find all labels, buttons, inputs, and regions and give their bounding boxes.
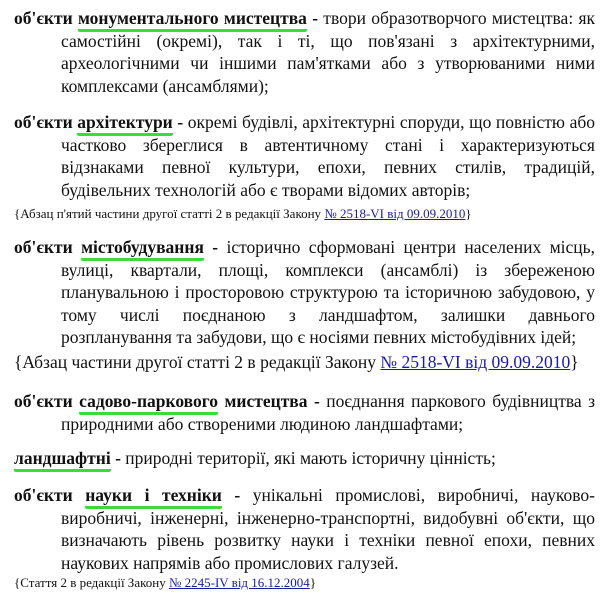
brace: } [309, 575, 317, 590]
law-link[interactable]: № 2245-IV від 16.12.2004 [168, 575, 310, 590]
highlighted-term: науки і техніки [85, 485, 222, 509]
brace: { [14, 352, 23, 372]
dash: - [306, 8, 324, 28]
amendment-note [14, 351, 579, 373]
highlighted-term: містобудування [81, 237, 204, 261]
dash: - [203, 237, 227, 257]
definition-landscape-art [14, 390, 595, 435]
law-link[interactable]: № 2518-VI від 09.09.2010 [380, 352, 571, 372]
brace: { [14, 575, 21, 590]
note-text: Абзац п'ятий частини другої статті 2 в редакції Закону [20, 206, 325, 221]
definition-text: природні території, які мають історичну цінність; [125, 448, 496, 468]
highlighted-term: ландшафтні [14, 448, 111, 472]
amendment-note [14, 206, 472, 222]
definition-text: твори образотворчого мистецтва: як самостійні (окремі), так і ті, що пов'язані з архітектурними, археологічними чи іншими пам'ятками або з утворюваними ними комплексами (ансамблями); [61, 8, 595, 96]
note-text: Абзац частини другої статті 2 в редакції Закону [22, 352, 381, 372]
term-prefix: об'єкти [14, 237, 82, 257]
law-link[interactable]: № 2518-VI від 09.09.2010 [324, 206, 466, 221]
dash: - [307, 391, 327, 411]
dash: - [172, 112, 188, 132]
term-rest: мистецтва [218, 391, 308, 411]
brace: } [465, 206, 472, 221]
highlighted-term: монументального мистецтва [78, 8, 307, 32]
note-text: Стаття 2 в редакції Закону [20, 575, 169, 590]
definition-text: історично сформовані центри населених місць, вулиці, квартали, площі, комплекси (ансамблі) із збереженою планувальною і просторовою структурою та історичною забудовою, у тому числі поєднаною з ландшафтом, залишки давнього розпланування та забудови, що є носіями певних містобудівних ідей; [61, 237, 596, 347]
term-prefix: об'єкти [14, 8, 78, 28]
term-prefix: об'єкти [14, 112, 78, 132]
dash: - [221, 485, 253, 505]
definition-urban-planning [14, 236, 595, 349]
highlighted-term: садово-паркового [79, 391, 218, 415]
term-prefix: об'єкти [14, 485, 86, 505]
definition-text: унікальні промислові, виробничі, науково-виробничі, інженерні, інженерно-транспортні, видобувні об'єкти, що визначають рівень розвитку науки і техніки певної епохи, певних наукових напрямів або промислових галузей. [61, 485, 595, 573]
term-prefix: об'єкти [14, 391, 80, 411]
definition-landscapes [14, 447, 595, 470]
definition-text: окремі будівлі, архітектурні споруди, що повністю або частково збереглися в автентичному стані і характеризуються відзнаками певної культури, епохи, певних стилів, традицій, будівельних технологій або є творами відомих авторів; [61, 112, 596, 200]
definition-architecture [14, 111, 595, 201]
definition-monumental-art [14, 7, 595, 97]
definition-science-technology [14, 484, 595, 574]
brace: { [14, 206, 21, 221]
dash: - [110, 448, 126, 468]
highlighted-term: архітектури [77, 112, 172, 136]
amendment-note [14, 575, 316, 591]
definition-text: поєднання паркового будівництва з природними або створеними людиною ландшафтами; [61, 391, 596, 434]
brace: } [570, 352, 579, 372]
